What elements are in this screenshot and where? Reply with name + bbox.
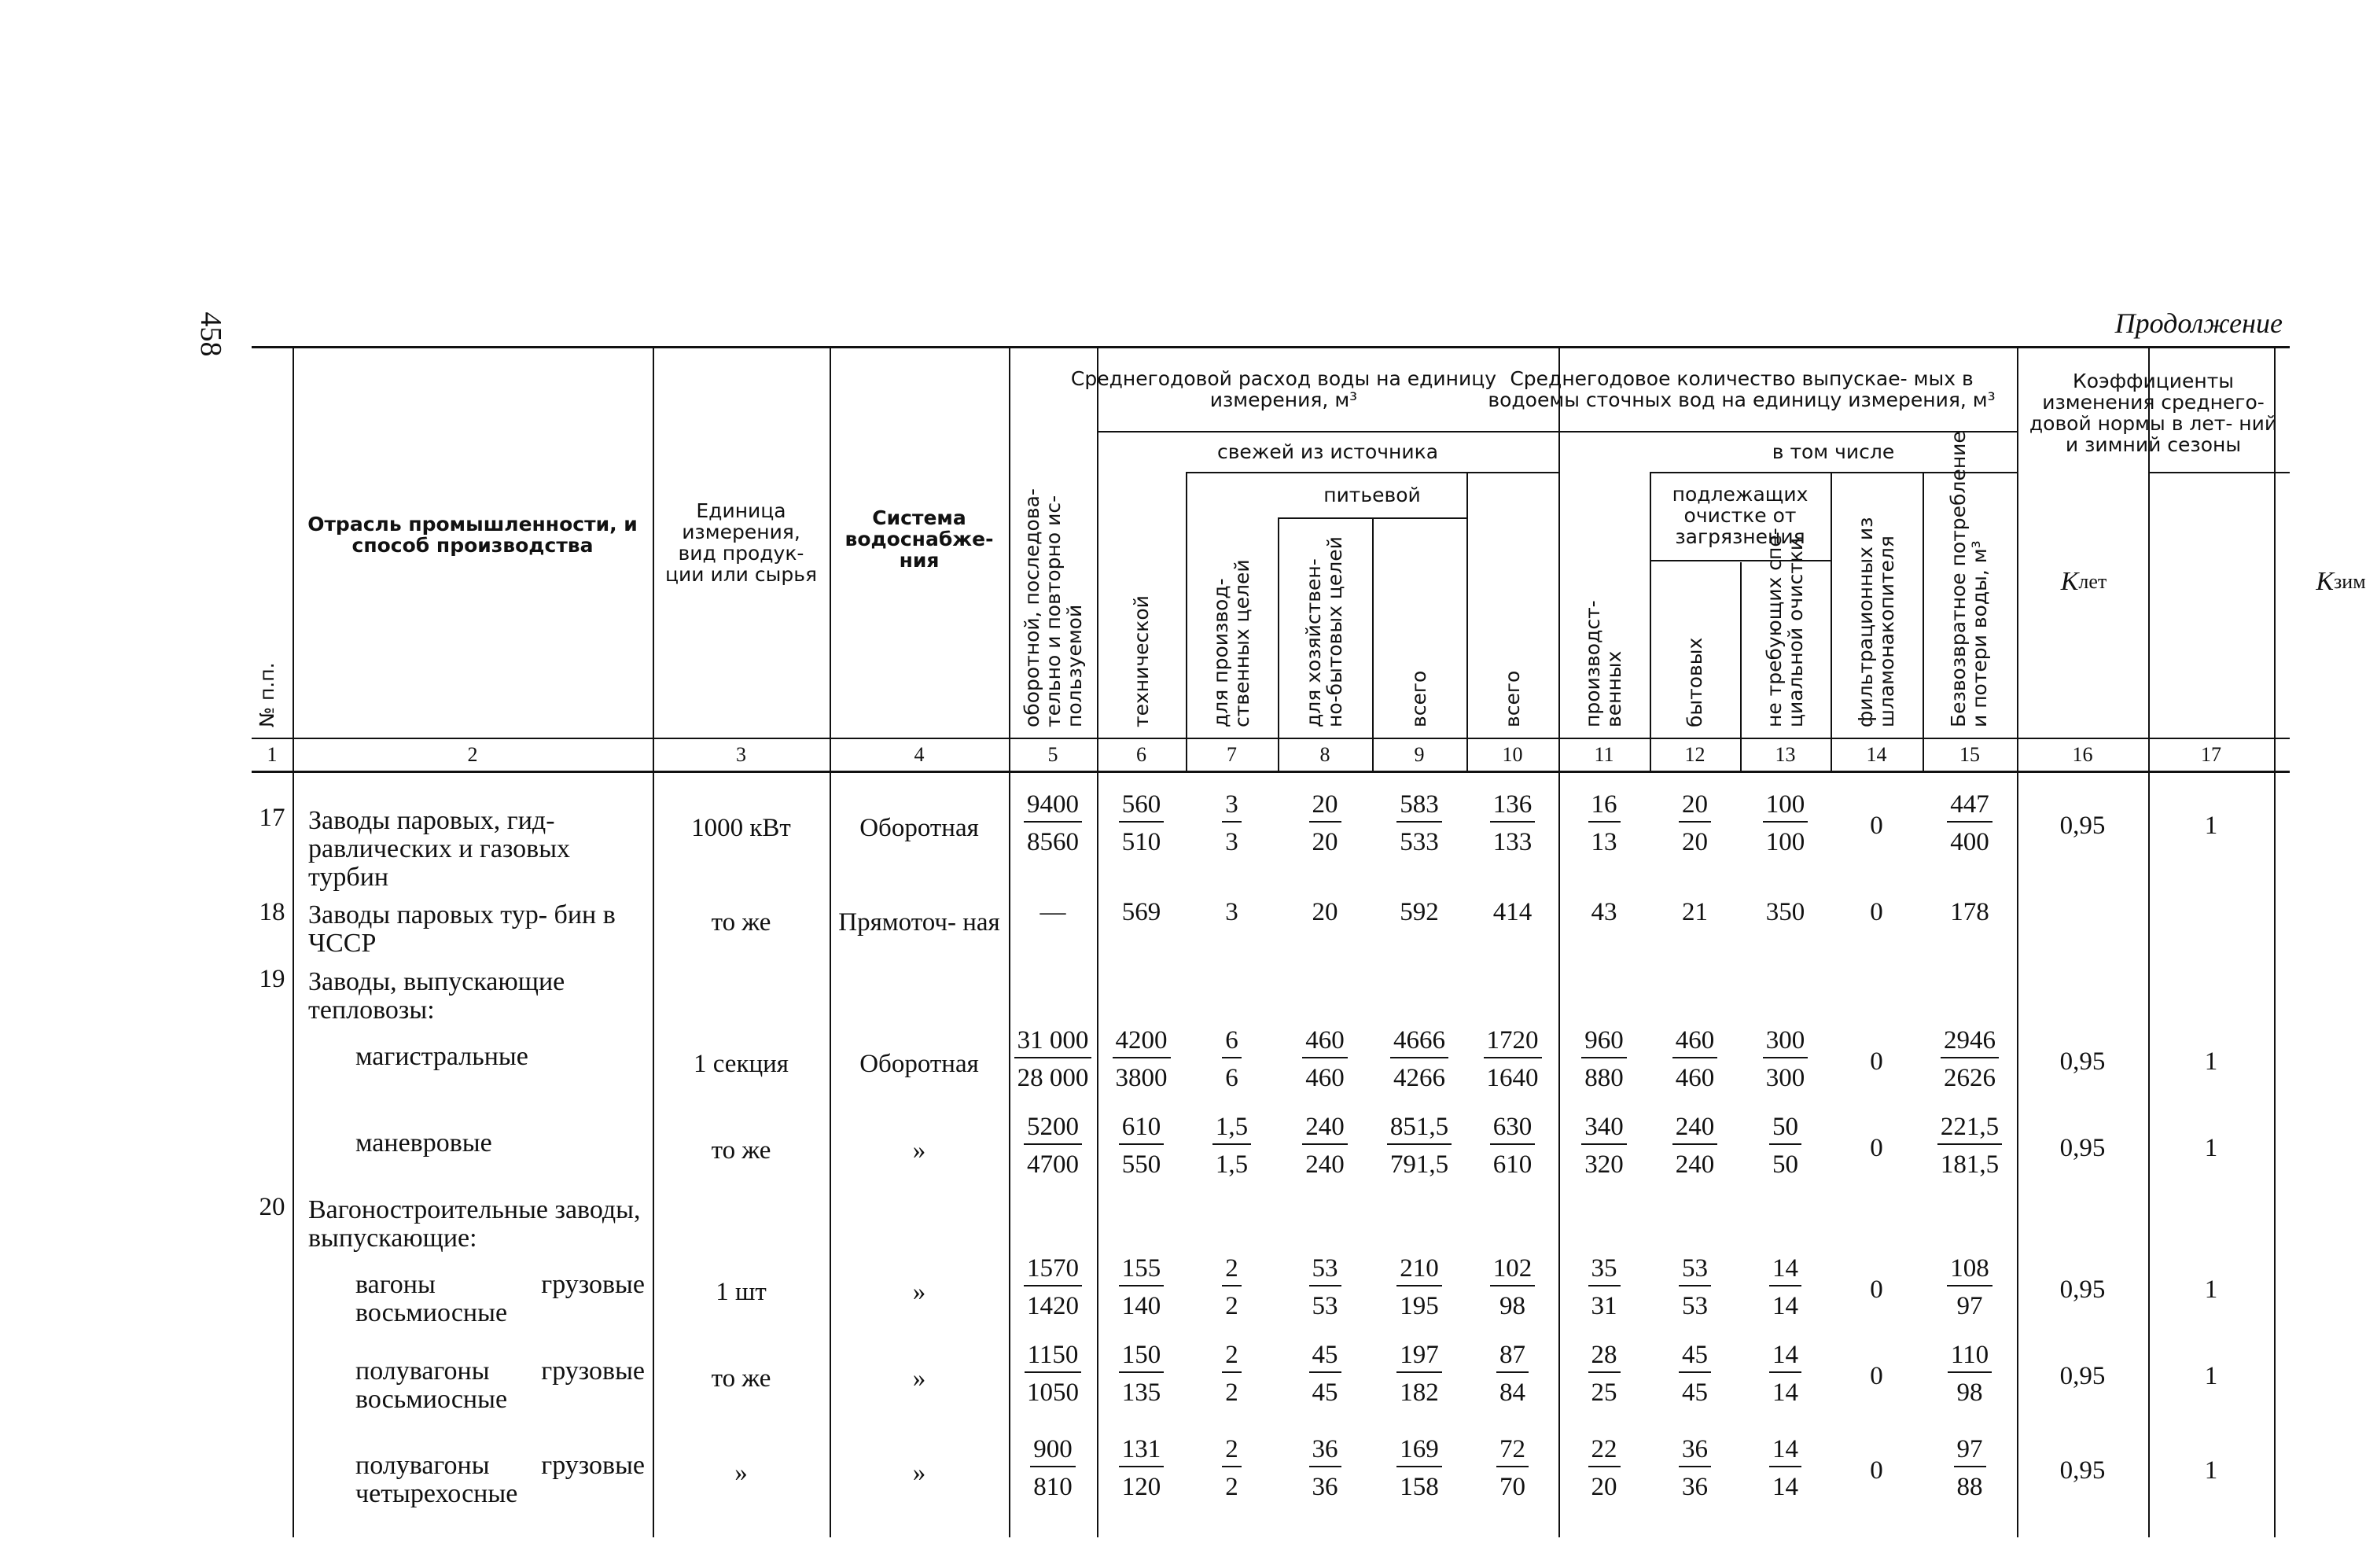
header-treat-group: подлежащих очистке от загрязнения: [1672, 483, 1809, 548]
row-system: Оборотная: [859, 1050, 979, 1078]
row-number: 17: [259, 804, 285, 832]
numerator: 131: [1119, 1434, 1165, 1467]
numerator: 300: [1763, 1025, 1809, 1058]
row-system: »: [912, 1459, 926, 1487]
denominator: 533: [1400, 828, 1439, 856]
numerator: 1,5: [1212, 1112, 1251, 1145]
numerator: 1720: [1484, 1025, 1542, 1058]
fraction-cell: [1650, 1253, 1740, 1321]
value-cell: 1: [2204, 1047, 2218, 1076]
denominator: 6: [1225, 1064, 1238, 1092]
numerator: 108: [1947, 1253, 1992, 1286]
value-cell: 414: [1492, 898, 1533, 926]
numerator: 2: [1222, 1434, 1242, 1467]
denominator: 300: [1765, 1064, 1805, 1092]
fraction-cell: [1558, 790, 1650, 857]
denominator: 510: [1121, 828, 1161, 856]
fraction-cell: [1009, 1340, 1097, 1408]
column-number: 6: [1136, 743, 1146, 766]
fraction-cell: [1923, 1253, 2017, 1321]
fraction-cell: [1558, 1112, 1650, 1180]
header-industry: Отрасль промышленности, и способ производства: [307, 513, 638, 557]
column-separator: [1186, 472, 1187, 771]
numerator: 4666: [1390, 1025, 1448, 1058]
fraction-cell: [1466, 1253, 1558, 1321]
value-cell: 3: [1225, 898, 1238, 926]
header-col12: бытовых: [1683, 637, 1706, 727]
fraction-cell: [1740, 1112, 1831, 1180]
numerator: 22: [1588, 1434, 1621, 1467]
value-cell: 21: [1682, 898, 1708, 926]
value-cell: 1: [2204, 1275, 2218, 1304]
denominator: 45: [1682, 1378, 1708, 1407]
fraction-cell: [1186, 1253, 1278, 1321]
numerator: 20: [1679, 790, 1711, 823]
numerator: 100: [1763, 790, 1809, 823]
column-separator: [830, 346, 831, 1537]
numerator: 36: [1309, 1434, 1341, 1467]
fraction-cell: [1923, 1112, 2017, 1180]
column-separator: [1278, 519, 1279, 771]
fraction-cell: [1278, 1253, 1372, 1321]
row-number: 19: [259, 965, 285, 993]
fraction-cell: [1097, 1434, 1186, 1502]
numerator: 4200: [1113, 1025, 1171, 1058]
fraction-cell: [1009, 1112, 1097, 1180]
fraction-cell: [1740, 1253, 1831, 1321]
header-fresh-group: свежей из источника: [1216, 440, 1439, 463]
column-number: 12: [1684, 743, 1705, 766]
value-cell: 0,95: [2059, 1047, 2106, 1076]
numerator: 6: [1222, 1025, 1242, 1058]
fraction-cell: [1278, 1434, 1372, 1502]
header-system: Система водоснабже- ния: [844, 506, 994, 572]
numerator: 197: [1396, 1340, 1442, 1373]
denominator: 98: [1499, 1292, 1525, 1320]
numerator: 36: [1679, 1434, 1711, 1467]
denominator: 53: [1312, 1292, 1338, 1320]
denominator: 53: [1682, 1292, 1708, 1320]
numerator: 340: [1581, 1112, 1627, 1145]
denominator: 810: [1033, 1473, 1073, 1501]
denominator: 135: [1121, 1378, 1161, 1407]
header-no: № п.п.: [256, 662, 278, 727]
column-number: 15: [1959, 743, 1980, 766]
denominator: 2: [1225, 1292, 1238, 1320]
row-system: Прямоточ- ная: [838, 908, 1000, 937]
header-k-summer: K лет: [2060, 566, 2107, 596]
denominator: 45: [1312, 1378, 1338, 1407]
header-col10: всего: [1500, 670, 1524, 727]
fraction-cell: [1278, 790, 1372, 857]
column-separator: [1372, 519, 1374, 771]
value-cell: 1: [2204, 1134, 2218, 1162]
fraction-cell: [1097, 1025, 1186, 1093]
header-col14: фильтрационных из шламонакопителя: [1853, 517, 1898, 727]
fraction-cell: [1650, 1434, 1740, 1502]
header-col15: Безвозвратное потребление и потери воды, м³: [1947, 431, 1991, 727]
row-name: Заводы, выпускающие тепловозы:: [308, 967, 565, 1025]
denominator: 2626: [1944, 1064, 1996, 1092]
value-cell: 0,95: [2059, 812, 2106, 840]
numerator: 1150: [1025, 1340, 1082, 1373]
fraction-cell: [1009, 790, 1097, 857]
value-cell: 569: [1121, 898, 1161, 926]
table-top-rule: [252, 346, 2290, 348]
row-number: 20: [259, 1193, 285, 1221]
row-system: Оборотная: [859, 814, 979, 842]
number-row-rule: [252, 771, 2290, 773]
fraction-cell: [1558, 1253, 1650, 1321]
column-number: 5: [1047, 743, 1058, 766]
denominator: 1640: [1486, 1064, 1539, 1092]
header-col6: технической: [1129, 595, 1153, 727]
denominator: 100: [1765, 828, 1805, 856]
fraction-cell: [1097, 1340, 1186, 1408]
numerator: 50: [1769, 1112, 1801, 1145]
column-number: 14: [1866, 743, 1887, 766]
fraction-cell: [1740, 1340, 1831, 1408]
row-name: Вагоностроительные заводы, выпускающие:: [308, 1195, 641, 1253]
denominator: 400: [1950, 828, 1989, 856]
fraction-cell: [1558, 1340, 1650, 1408]
numerator: 5200: [1024, 1112, 1082, 1145]
value-cell: 592: [1400, 898, 1439, 926]
fraction-cell: [1923, 1434, 2017, 1502]
column-number: 13: [1775, 743, 1796, 766]
fraction-cell: [1923, 790, 2017, 857]
row-name: полувагоны грузовые восьмиосные: [355, 1356, 645, 1414]
numerator: 31 000: [1014, 1025, 1092, 1058]
value-cell: 0,95: [2059, 1362, 2106, 1390]
denominator: 133: [1492, 828, 1533, 856]
denominator: 182: [1400, 1378, 1439, 1407]
denominator: 1,5: [1215, 1150, 1249, 1179]
denominator: 36: [1312, 1473, 1338, 1501]
row-name: Заводы паровых, гид- равлических и газовых турбин: [308, 806, 571, 892]
numerator: 16: [1588, 790, 1621, 823]
fraction-cell: [1186, 1025, 1278, 1093]
header-consumption-group: Среднегодовой расход воды на единицу измерения, м³: [1070, 367, 1497, 411]
value-cell: 43: [1591, 898, 1617, 926]
numerator: 53: [1679, 1253, 1711, 1286]
value-cell: 0: [1870, 1456, 1883, 1485]
column-number: 17: [2201, 743, 2221, 766]
row-name: полувагоны грузовые четырехосные: [355, 1451, 645, 1508]
continuation-label: Продолжение: [2114, 307, 2283, 339]
header-col7: для производ- ственных целей: [1209, 559, 1253, 727]
header-col8: для хозяйствен- но-бытовых целей: [1302, 536, 1346, 727]
column-separator: [1466, 472, 1468, 771]
denominator: 14: [1772, 1292, 1798, 1320]
denominator: 610: [1492, 1150, 1533, 1179]
column-separator: [1650, 472, 1651, 771]
numerator: 610: [1119, 1112, 1165, 1145]
denominator: 70: [1499, 1473, 1525, 1501]
header-unit: Единица измерения, вид продук- ции или сырья: [664, 499, 817, 586]
fraction-cell: [1466, 1340, 1558, 1408]
numerator: 447: [1947, 790, 1992, 823]
row-name: вагоны грузовые восьмиосные: [355, 1270, 645, 1327]
numerator: 560: [1119, 790, 1165, 823]
column-separator: [2017, 346, 2018, 1537]
fraction-cell: [1009, 1253, 1097, 1321]
row-system: »: [912, 1278, 926, 1306]
denominator: 880: [1584, 1064, 1624, 1092]
numerator: 851,5: [1387, 1112, 1452, 1145]
header-drinking-group: питьевой: [1323, 483, 1421, 506]
denominator: 3800: [1115, 1064, 1168, 1092]
numerator: 28: [1588, 1340, 1621, 1373]
header-col13: не требующих спе- циальной очистки: [1762, 528, 1807, 727]
value-cell: 0: [1870, 1134, 1883, 1162]
column-separator: [1740, 562, 1742, 771]
fraction-cell: [1372, 1253, 1466, 1321]
column-number: 3: [736, 743, 746, 766]
column-number: 11: [1594, 743, 1614, 766]
row-unit: 1 секция: [694, 1050, 789, 1078]
fraction-cell: [1558, 1025, 1650, 1093]
column-number: 2: [467, 743, 478, 766]
column-separator: [293, 346, 294, 1537]
denominator: 84: [1499, 1378, 1525, 1407]
denominator: 2: [1225, 1473, 1238, 1501]
fraction-cell: [1650, 1025, 1740, 1093]
denominator: 14: [1772, 1473, 1798, 1501]
numerator: 210: [1396, 1253, 1442, 1286]
value-cell: 1: [2204, 1362, 2218, 1390]
denominator: 20: [1591, 1473, 1617, 1501]
denominator: 4700: [1027, 1150, 1079, 1179]
numerator: 150: [1119, 1340, 1165, 1373]
denominator: 460: [1305, 1064, 1345, 1092]
denominator: 240: [1305, 1150, 1345, 1179]
column-number: 8: [1319, 743, 1330, 766]
header-k-winter: K зим: [2316, 566, 2366, 596]
denominator: 25: [1591, 1378, 1617, 1407]
denominator: 240: [1675, 1150, 1715, 1179]
fraction-cell: [1186, 1112, 1278, 1180]
denominator: 88: [1956, 1473, 1983, 1501]
numerator: 45: [1679, 1340, 1711, 1373]
numerator: 960: [1581, 1025, 1627, 1058]
row-name: маневровые: [355, 1128, 492, 1158]
column-number: 16: [2072, 743, 2093, 766]
denominator: 98: [1956, 1378, 1983, 1407]
numerator: 110: [1948, 1340, 1992, 1373]
numerator: 2: [1222, 1253, 1242, 1286]
row-system: »: [912, 1364, 926, 1393]
numerator: 3: [1222, 790, 1242, 823]
numerator: 53: [1309, 1253, 1341, 1286]
column-number: 7: [1227, 743, 1237, 766]
numerator: 630: [1490, 1112, 1536, 1145]
denominator: 20: [1312, 828, 1338, 856]
fraction-cell: [1650, 790, 1740, 857]
denominator: 20: [1682, 828, 1708, 856]
row-unit: 1 шт: [716, 1278, 767, 1306]
column-separator: [653, 346, 654, 1537]
fraction-cell: [1740, 1434, 1831, 1502]
fraction-cell: [1372, 1340, 1466, 1408]
row-unit: то же: [711, 1364, 771, 1393]
fraction-cell: [1650, 1112, 1740, 1180]
numerator: 136: [1490, 790, 1536, 823]
fraction-cell: [1097, 1112, 1186, 1180]
fraction-cell: [1740, 790, 1831, 857]
value-cell: —: [1039, 898, 1066, 926]
row-unit: »: [734, 1459, 748, 1487]
group-rule: [2148, 472, 2290, 473]
numerator: 460: [1302, 1025, 1348, 1058]
denominator: 8560: [1027, 828, 1079, 856]
fraction-cell: [1466, 1112, 1558, 1180]
fraction-cell: [1278, 1340, 1372, 1408]
value-cell: 0,95: [2059, 1456, 2106, 1485]
value-cell: 1: [2204, 812, 2218, 840]
fraction-cell: [1466, 790, 1558, 857]
value-cell: 350: [1765, 898, 1805, 926]
value-cell: 0,95: [2059, 1134, 2106, 1162]
numerator: 9400: [1024, 790, 1082, 823]
value-cell: 0: [1870, 812, 1883, 840]
numerator: 20: [1309, 790, 1341, 823]
header-discharge-group: Среднегодовое количество выпускае- мых в водоемы сточных вод на единицу измерения, м³: [1488, 367, 1996, 411]
fraction-cell: [1186, 1340, 1278, 1408]
fraction-cell: [1740, 1025, 1831, 1093]
column-separator: [1831, 472, 1832, 771]
numerator: 97: [1954, 1434, 1986, 1467]
fraction-cell: [1097, 1253, 1186, 1321]
fraction-cell: [1186, 790, 1278, 857]
value-cell: 0: [1870, 1275, 1883, 1304]
header-col9: всего: [1407, 670, 1430, 727]
denominator: 2: [1225, 1378, 1238, 1407]
value-cell: 0: [1870, 1362, 1883, 1390]
header-col11: производст- венных: [1581, 600, 1625, 727]
numerator: 72: [1496, 1434, 1529, 1467]
numerator: 102: [1490, 1253, 1536, 1286]
numerator: 240: [1302, 1112, 1348, 1145]
value-cell: 1: [2204, 1456, 2218, 1485]
fraction-cell: [1186, 1434, 1278, 1502]
denominator: 28 000: [1017, 1064, 1089, 1092]
header-coef-group: Коэффициенты изменения среднего- довой нормы в лет- ний и зимний сезоны: [2029, 370, 2278, 456]
row-name: магистральные: [355, 1042, 528, 1071]
fraction-cell: [1923, 1340, 2017, 1408]
denominator: 3: [1225, 828, 1238, 856]
denominator: 97: [1956, 1292, 1983, 1320]
fraction-cell: [1372, 1112, 1466, 1180]
fraction-cell: [1372, 1434, 1466, 1502]
denominator: 1420: [1027, 1292, 1079, 1320]
denominator: 4266: [1393, 1064, 1445, 1092]
fraction-cell: [1278, 1025, 1372, 1093]
fraction-cell: [1097, 790, 1186, 857]
denominator: 550: [1121, 1150, 1161, 1179]
denominator: 791,5: [1389, 1150, 1449, 1179]
header-col5: оборотной, последова- тельно и повторно ис- пользуемой: [1021, 488, 1086, 727]
column-number: 4: [914, 743, 925, 766]
numerator: 460: [1672, 1025, 1718, 1058]
denominator: 36: [1682, 1473, 1708, 1501]
value-cell: 20: [1312, 898, 1338, 926]
denominator: 181,5: [1940, 1150, 2000, 1179]
numerator: 900: [1030, 1434, 1076, 1467]
row-number: 18: [259, 898, 285, 926]
numerator: 1570: [1024, 1253, 1082, 1286]
numerator: 45: [1309, 1340, 1341, 1373]
value-cell: 0: [1870, 898, 1883, 926]
column-number: 1: [267, 743, 278, 766]
numerator: 14: [1769, 1434, 1801, 1467]
denominator: 140: [1121, 1292, 1161, 1320]
fraction-cell: [1923, 1025, 2017, 1093]
page-number: 458: [194, 311, 227, 357]
header-bottom-rule: [252, 738, 2290, 739]
fraction-cell: [1372, 1025, 1466, 1093]
numerator: 169: [1396, 1434, 1442, 1467]
fraction-cell: [1009, 1025, 1097, 1093]
fraction-cell: [1466, 1434, 1558, 1502]
numerator: 155: [1119, 1253, 1165, 1286]
numerator: 35: [1588, 1253, 1621, 1286]
fraction-cell: [1278, 1112, 1372, 1180]
column-number: 9: [1414, 743, 1425, 766]
denominator: 1050: [1027, 1378, 1079, 1407]
numerator: 14: [1769, 1340, 1801, 1373]
denominator: 320: [1584, 1150, 1624, 1179]
fraction-cell: [1009, 1434, 1097, 1502]
denominator: 158: [1400, 1473, 1439, 1501]
fraction-cell: [1372, 790, 1466, 857]
denominator: 50: [1772, 1150, 1798, 1179]
fraction-cell: [1650, 1340, 1740, 1408]
denominator: 13: [1591, 828, 1617, 856]
value-cell: 178: [1950, 898, 1989, 926]
row-unit: 1000 кВт: [691, 814, 791, 842]
numerator: 2: [1222, 1340, 1242, 1373]
numerator: 2946: [1941, 1025, 1999, 1058]
fraction-cell: [1466, 1025, 1558, 1093]
row-system: »: [912, 1136, 926, 1165]
denominator: 14: [1772, 1378, 1798, 1407]
denominator: 195: [1400, 1292, 1439, 1320]
denominator: 31: [1591, 1292, 1617, 1320]
numerator: 221,5: [1937, 1112, 2002, 1145]
value-cell: 0: [1870, 1047, 1883, 1076]
numerator: 87: [1496, 1340, 1529, 1373]
row-unit: то же: [711, 1136, 771, 1165]
column-separator: [2148, 346, 2150, 1537]
denominator: 120: [1121, 1473, 1161, 1501]
header-incl-group: в том числе: [1772, 440, 1895, 463]
column-separator: [1923, 472, 1924, 771]
denominator: 460: [1675, 1064, 1715, 1092]
numerator: 240: [1672, 1112, 1718, 1145]
numerator: 14: [1769, 1253, 1801, 1286]
fraction-cell: [1558, 1434, 1650, 1502]
column-number: 10: [1502, 743, 1523, 766]
row-name: Заводы паровых тур- бин в ЧССР: [308, 900, 616, 958]
numerator: 583: [1396, 790, 1442, 823]
row-unit: то же: [711, 908, 771, 937]
value-cell: 0,95: [2059, 1275, 2106, 1304]
